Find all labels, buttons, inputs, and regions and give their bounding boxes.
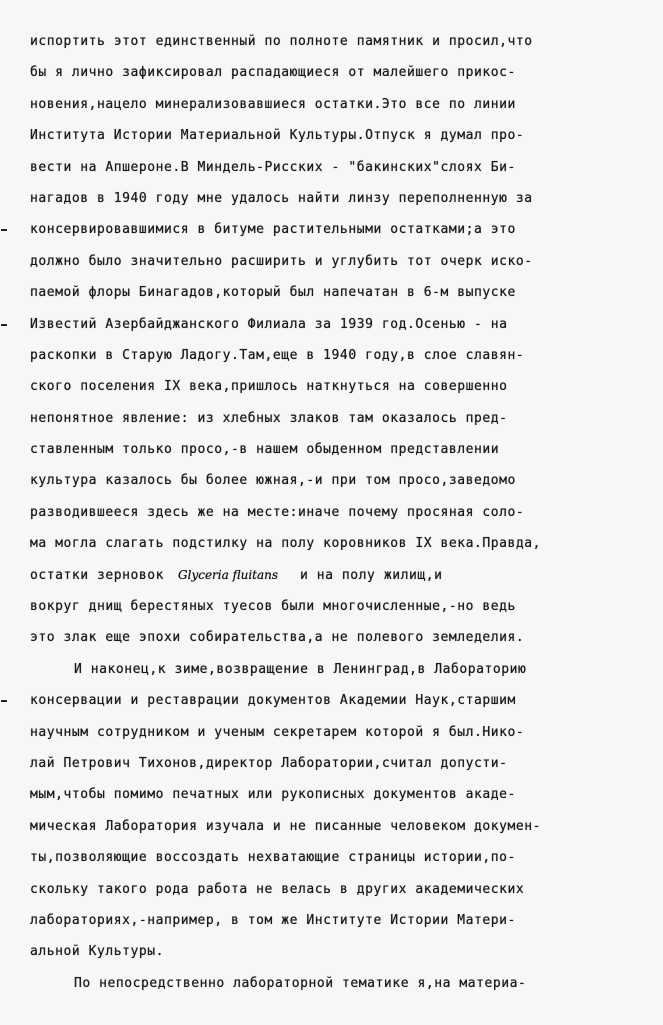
text-line: ма могла слагать подстилку на полу коровников IX века.Правда, bbox=[30, 536, 541, 552]
text-line: разводившееся здесь же на месте:иначе почему просяная соло- bbox=[30, 504, 525, 520]
text-line: вокруг днищ берестяных туесов были многочисленные,-но ведь bbox=[30, 599, 516, 615]
margin-mark bbox=[1, 700, 7, 702]
text-line: бы я лично зафиксировал распадающиеся от малейшего прикос- bbox=[30, 65, 516, 81]
text-line: паемой флоры Бинагадов,который был напечатан в 6-м выпуске bbox=[30, 285, 516, 301]
text-line: лабораториях,-например, в том же Институте Истории Матери- bbox=[30, 912, 516, 928]
text-line: вести на Апшероне.В Миндель-Рисских - "бакинских"слоях Би- bbox=[30, 159, 516, 175]
text-line: По непосредственно лабораторной тематике я,на материа- bbox=[74, 975, 527, 991]
text-line: научным сотрудником и ученым секретарем которой я был.Нико- bbox=[30, 724, 525, 740]
text-line: новения,нацело минерализовавшиеся остатки.Это все по линии bbox=[30, 96, 516, 112]
text-line: ставленным только просо,-в нашем обыденном представлении bbox=[30, 442, 500, 458]
text-line: лай Петрович Тихонов,директор Лаборатории,считал допусти- bbox=[30, 755, 508, 771]
margin-mark bbox=[1, 324, 7, 326]
text-line: консервации и реставрации документов Академии Наук,старшим bbox=[0, 685, 663, 716]
text-line: мым,чтобы помимо печатных или рукописных документов акаде- bbox=[30, 787, 516, 803]
text-line: ты,позволяющие воссоздать нехватающие страницы истории,по- bbox=[30, 850, 516, 866]
text-line: ского поселения IX века,пришлось наткнуться на совершенно bbox=[30, 379, 508, 395]
text-line: культура казалось бы более южная,-и при том просо,заведомо bbox=[30, 473, 516, 489]
text-line: скольку такого рода работа не велась в других академических bbox=[30, 881, 525, 897]
text-line: должно было значительно расширить и углубить тот очерк иско- bbox=[30, 253, 533, 269]
text-line: И наконец,к зиме,возвращение в Ленинград,в Лабораторию bbox=[74, 661, 527, 677]
text-line: консервировавшимися в битуме растительными остатками;а это bbox=[0, 214, 663, 245]
text-line: Известий Азербайджанского Филиала за 1939 год.Осенью - на bbox=[0, 309, 663, 340]
text-line: нагадов в 1940 году мне удалось найти линзу переполненную за bbox=[30, 190, 533, 206]
text-line: мическая Лаборатория изучала и не писанные человеком докумен- bbox=[30, 818, 541, 834]
text-line: это злак еще эпохи собирательства,а не полевого земледелия. bbox=[30, 630, 525, 646]
text-line: альной Культуры. bbox=[30, 944, 165, 960]
handwritten-insert: Glyceria fluitans bbox=[178, 567, 279, 582]
text-line: остатки зерновок Glyceria fluitans и на полу жилищ,и bbox=[0, 560, 663, 591]
margin-mark bbox=[1, 229, 7, 231]
text-line: Института Истории Материальной Культуры.Отпуск я думал про- bbox=[30, 128, 525, 144]
text-line: раскопки в Старую Ладогу.Там,еще в 1940 году,в слое славян- bbox=[30, 347, 525, 363]
text-line: испортить этот единственный по полноте памятник и просил,что bbox=[30, 34, 533, 49]
typewritten-text bbox=[0, 26, 663, 999]
text-line: непонятное явление: из хлебных злаков там оказалось пред- bbox=[30, 410, 508, 426]
